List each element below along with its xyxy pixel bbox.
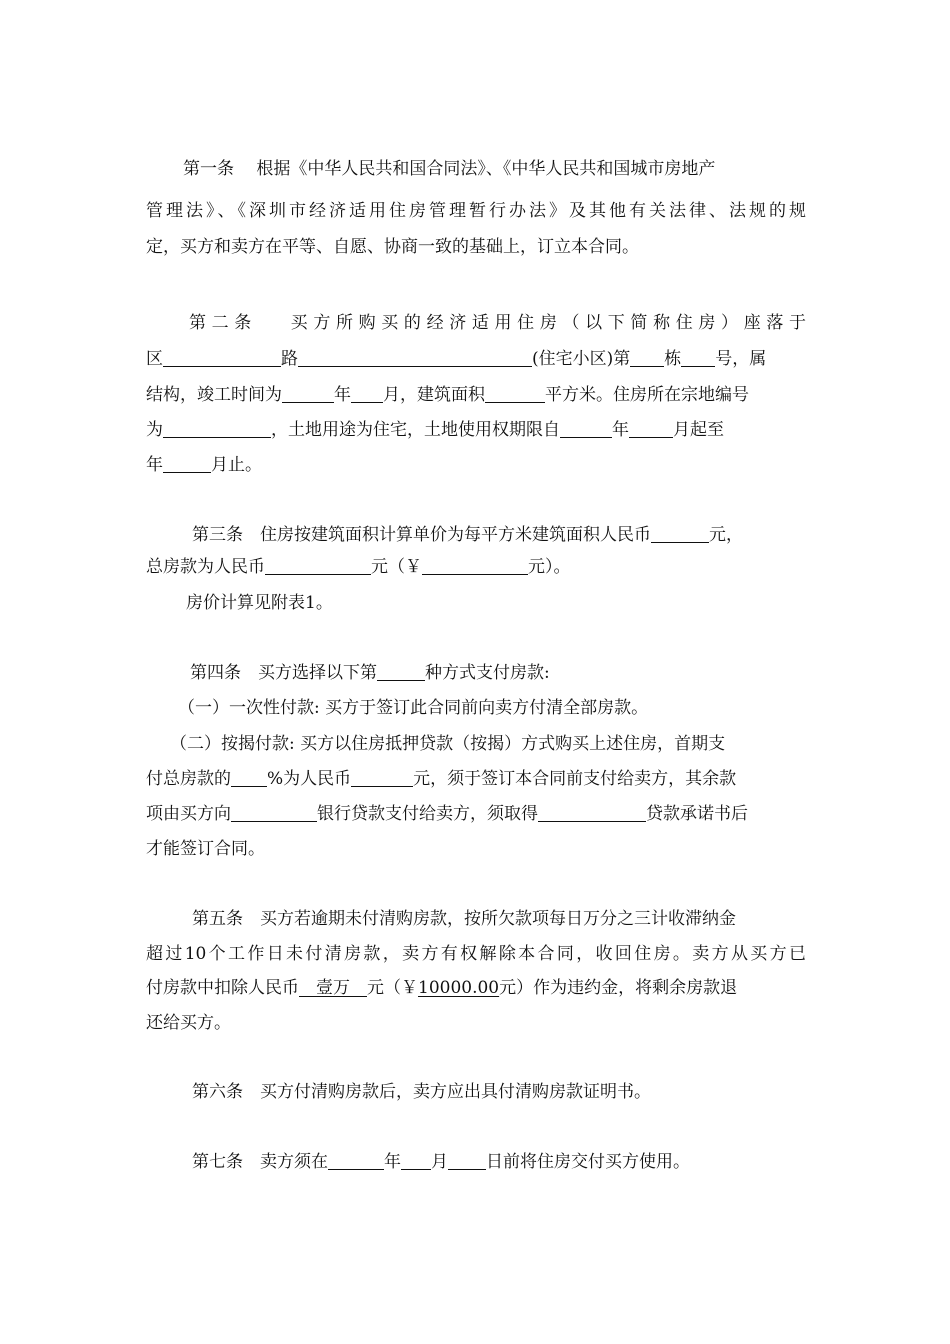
completion-year-blank bbox=[282, 385, 334, 403]
term-start-month-blank bbox=[629, 420, 673, 438]
unit-price-text: 第三条 住房按建筑面积计算单价为每平方米建筑面积人民币 bbox=[192, 525, 651, 545]
delivery-suffix: 日前将住房交付买方使用。 bbox=[486, 1152, 690, 1172]
down-payment-percent-label: %为人民币 bbox=[267, 769, 352, 789]
delivery-text: 第七条 卖方须在 bbox=[192, 1152, 328, 1172]
bank-label: 银行贷款支付给卖方，须取得 bbox=[317, 804, 538, 824]
article-2-line-1: 第二条 买方所购买的经济适用住房（以下简称住房）座落于 bbox=[189, 313, 806, 333]
loan-text: 项由买方向 bbox=[146, 804, 231, 824]
delivery-year-blank bbox=[328, 1152, 384, 1170]
term-end-month-blank bbox=[163, 455, 211, 473]
loan-commitment-suffix: 贷款承诺书后 bbox=[646, 804, 748, 824]
delivery-day-blank bbox=[448, 1152, 486, 1170]
total-price-end: 元）。 bbox=[528, 557, 571, 577]
article-3-line-1 bbox=[192, 524, 806, 546]
penalty-mid: 元（￥ bbox=[367, 978, 418, 998]
area-label: 月，建筑面积 bbox=[383, 385, 485, 405]
lot-number-blank bbox=[163, 420, 271, 438]
total-price-number-blank bbox=[422, 557, 528, 575]
article-1-line-2: 管理法》、《深圳市经济适用住房管理暂行办法》及其他有关法律、法规的规 bbox=[146, 201, 806, 221]
down-payment-percent-blank bbox=[231, 769, 267, 787]
total-price-mid: 元（￥ bbox=[371, 557, 422, 577]
down-payment-text: 付总房款的 bbox=[146, 769, 231, 789]
completion-month-blank bbox=[351, 385, 383, 403]
article-7-line-1 bbox=[192, 1151, 806, 1173]
article-4-option-2-line-3 bbox=[146, 803, 806, 825]
district-label: 区 bbox=[146, 349, 163, 369]
term-start-year-blank bbox=[560, 420, 612, 438]
article-4-option-1: （一）一次性付款: 买方于签订此合同前向卖方付清全部房款。 bbox=[178, 698, 649, 718]
unit-price-unit: 元， bbox=[709, 525, 743, 545]
article-6-line-1: 第六条 买方付清购房款后，卖方应出具付清购房款证明书。 bbox=[192, 1082, 651, 1102]
payment-method-text: 第四条 买方选择以下第 bbox=[190, 663, 377, 683]
payment-method-suffix: 种方式支付房款: bbox=[425, 663, 550, 683]
loan-commitment-blank bbox=[538, 804, 646, 822]
article-1-line-3: 定，买方和卖方在平等、自愿、协商一致的基础上，订立本合同。 bbox=[146, 237, 639, 257]
down-payment-suffix: 元，须于签订本合同前支付给卖方，其余款 bbox=[413, 769, 737, 789]
unit-price-blank bbox=[651, 525, 709, 543]
district-blank bbox=[163, 349, 281, 367]
article-4-option-2-line-4: 才能签订合同。 bbox=[146, 839, 265, 859]
penalty-amount-number: 10000.00 bbox=[418, 978, 500, 998]
completion-year-label: 年 bbox=[334, 385, 351, 405]
article-4-option-2-line-2 bbox=[146, 768, 806, 790]
structure-label: 结构，竣工时间为 bbox=[146, 385, 282, 405]
building-label: 栋 bbox=[664, 349, 682, 369]
lot-number-label: 平方米。住房所在宗地编号 bbox=[545, 385, 749, 405]
total-price-words-blank bbox=[265, 557, 371, 575]
community-label: (住宅小区)第 bbox=[532, 349, 631, 369]
article-5-line-4: 还给买方。 bbox=[146, 1013, 231, 1033]
article-2-line-5 bbox=[146, 454, 806, 476]
number-blank bbox=[681, 349, 715, 367]
article-5-line-1: 第五条 买方若逾期未付清购房款，按所欠款项每日万分之三计收滞纳金 bbox=[192, 909, 736, 929]
penalty-text: 付房款中扣除人民币 bbox=[146, 978, 299, 998]
area-blank bbox=[485, 385, 545, 403]
article-2-line-3 bbox=[146, 384, 806, 406]
lot-prefix: 为 bbox=[146, 420, 163, 440]
article-4-line-1 bbox=[190, 662, 806, 684]
article-2-line-4 bbox=[146, 419, 806, 441]
delivery-year-label: 年 bbox=[384, 1152, 401, 1172]
road-label: 路 bbox=[281, 349, 298, 369]
delivery-month-blank bbox=[401, 1152, 431, 1170]
road-blank bbox=[298, 349, 532, 367]
term-start-month-label: 月起至 bbox=[673, 420, 724, 440]
term-end-year-label: 年 bbox=[146, 455, 163, 475]
article-3-line-3: 房价计算见附表1。 bbox=[186, 593, 333, 613]
article-2-line-2 bbox=[146, 348, 806, 370]
payment-method-blank bbox=[377, 663, 425, 681]
down-payment-amount-blank bbox=[351, 769, 413, 787]
article-1-line-1: 第一条 根据《中华人民共和国合同法》、《中华人民共和国城市房地产 bbox=[183, 159, 716, 179]
land-usage-text: ，土地用途为住宅，土地使用权期限自 bbox=[271, 420, 560, 440]
term-end-month-label: 月止。 bbox=[211, 455, 262, 475]
bank-blank bbox=[231, 804, 317, 822]
term-start-year-label: 年 bbox=[612, 420, 629, 440]
delivery-month-label: 月 bbox=[431, 1152, 448, 1172]
total-price-text: 总房款为人民币 bbox=[146, 557, 265, 577]
article-5-line-3 bbox=[146, 977, 806, 999]
building-blank bbox=[630, 349, 664, 367]
article-3-line-2 bbox=[146, 556, 806, 578]
penalty-suffix: 元）作为违约金，将剩余房款退 bbox=[499, 978, 738, 998]
article-4-option-2-line-1: （二）按揭付款: 买方以住房抵押贷款（按揭）方式购买上述住房，首期支 bbox=[170, 734, 726, 754]
penalty-amount-words: 壹万 bbox=[299, 978, 367, 998]
number-label: 号，属 bbox=[715, 349, 767, 369]
article-5-line-2: 超过10个工作日未付清房款，卖方有权解除本合同，收回住房。卖方从买方已 bbox=[146, 944, 806, 964]
